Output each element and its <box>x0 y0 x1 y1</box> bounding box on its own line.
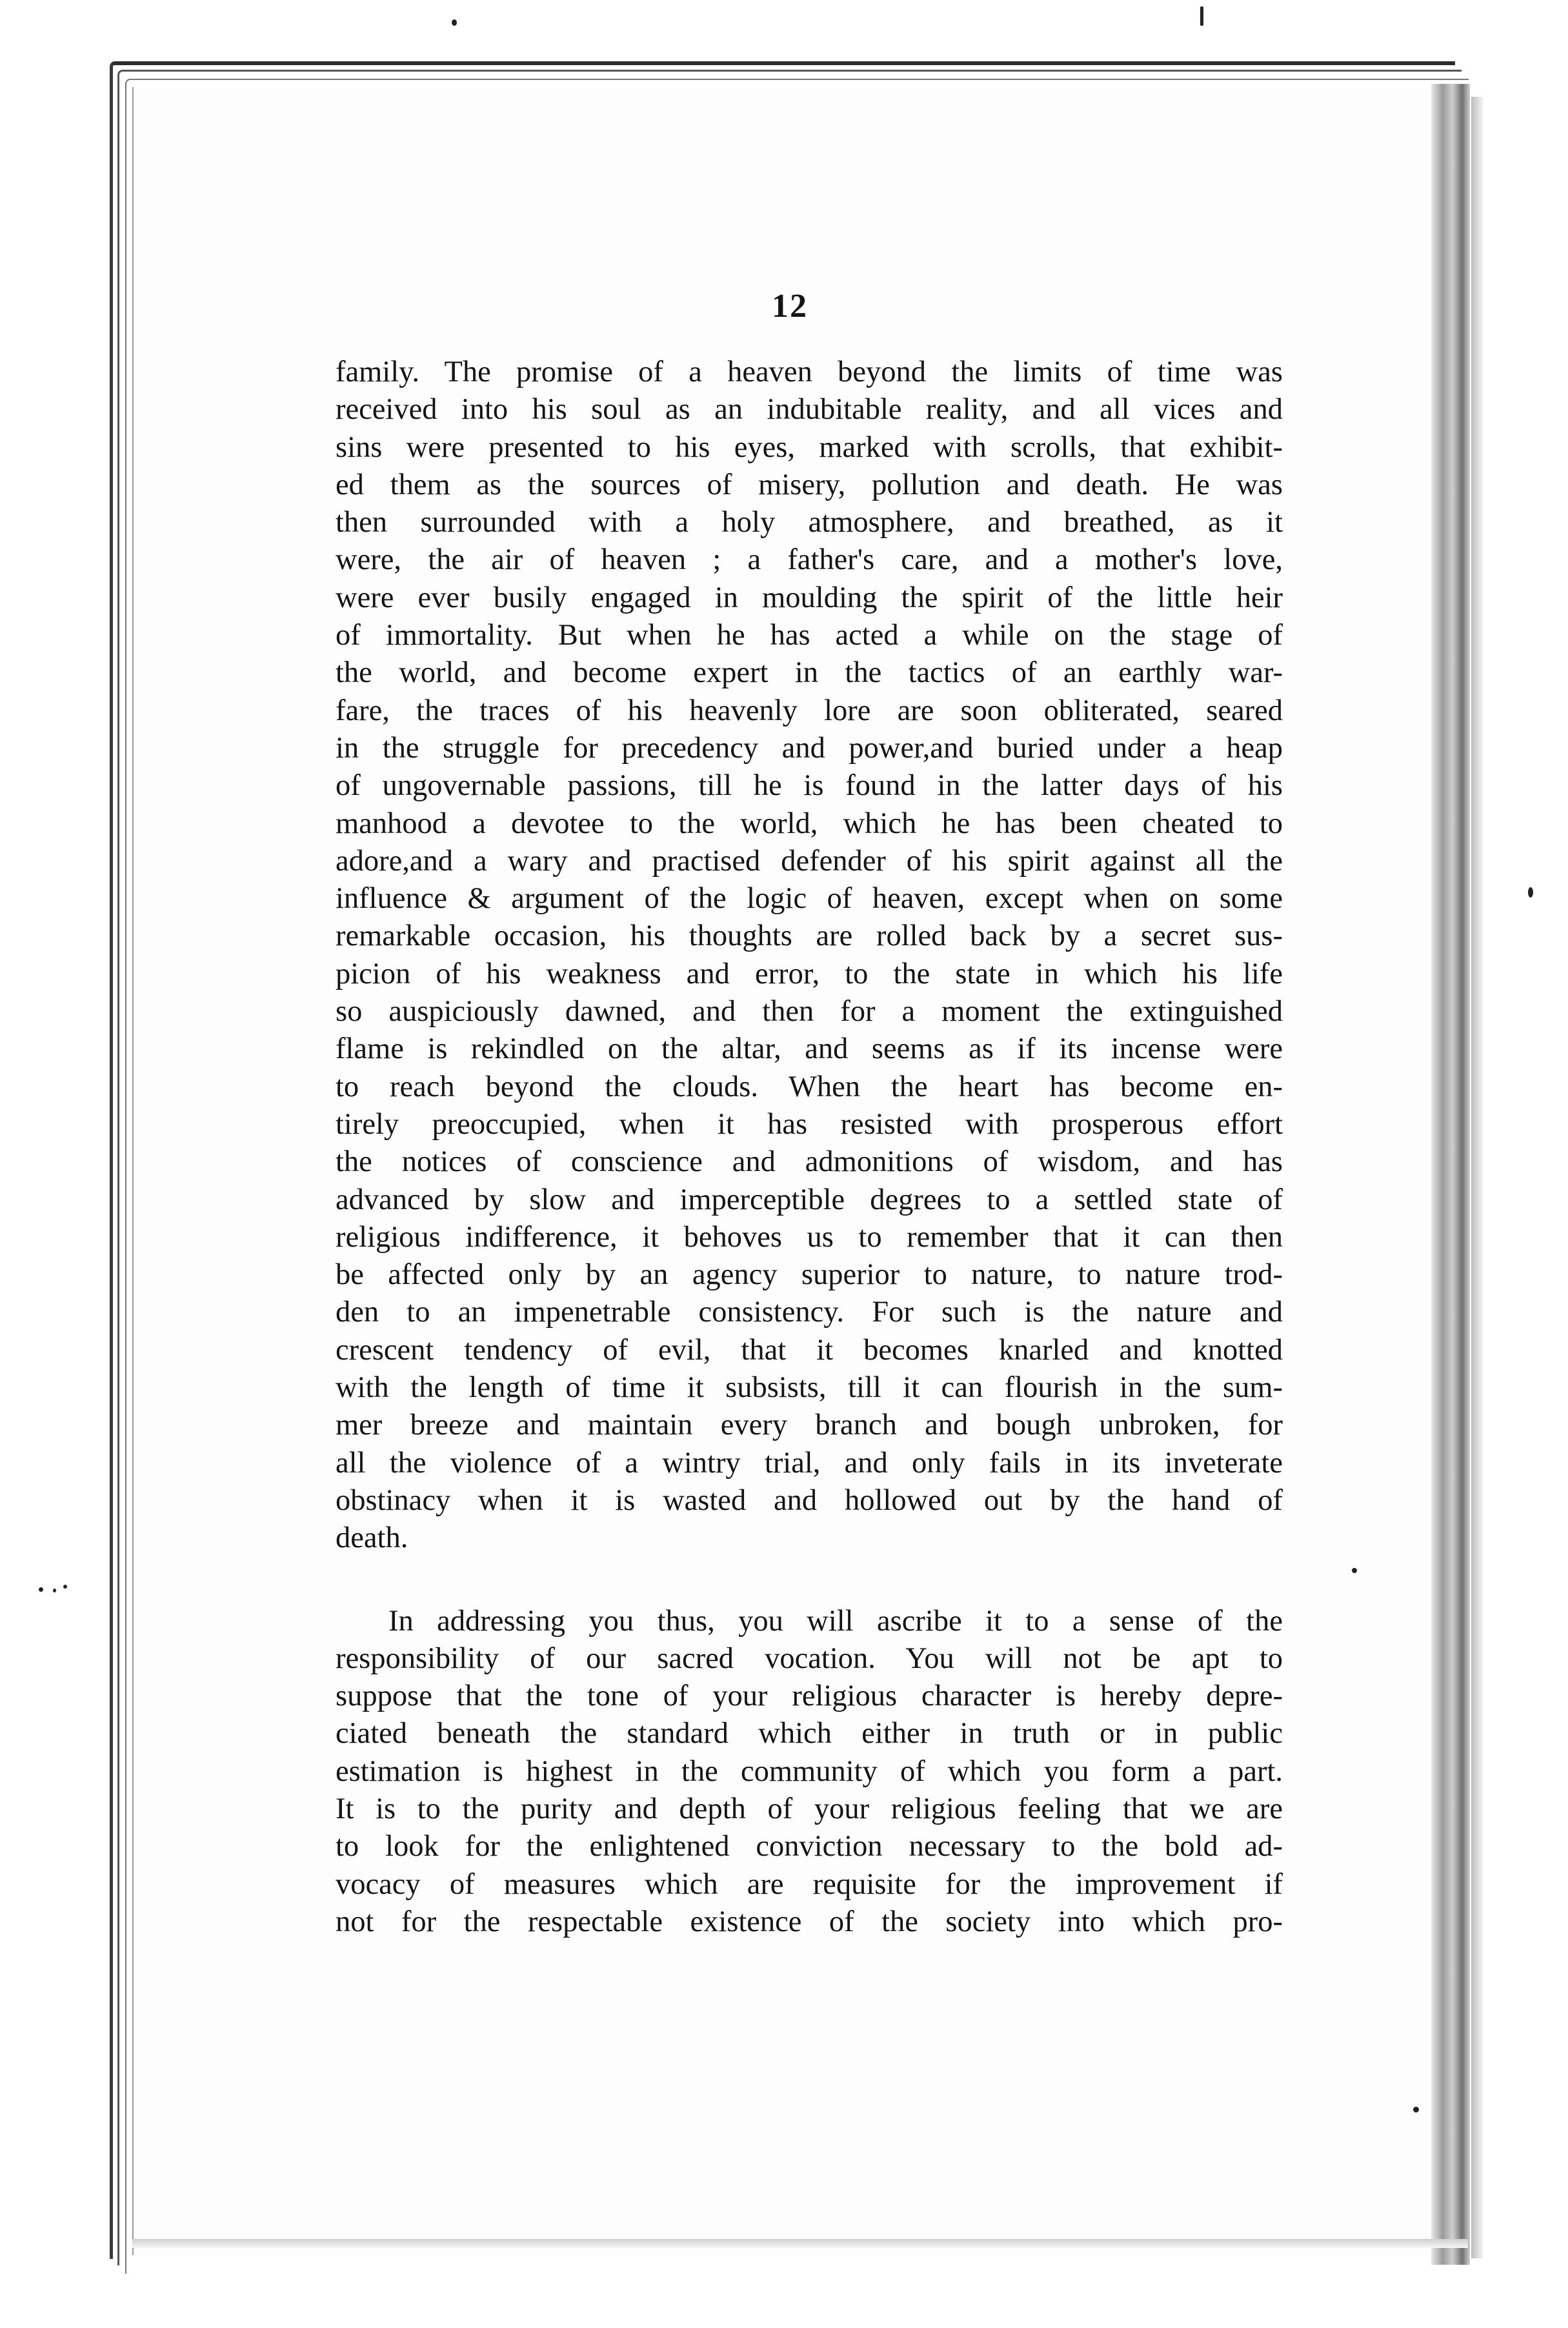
text-line: then surrounded with a holy atmosphere, and breathed, as it <box>336 506 1283 539</box>
text-line: religious indifference, it behoves us to remember that it can then <box>336 1220 1283 1254</box>
text-line: manhood a devotee to the world, which he has been cheated to <box>336 807 1283 840</box>
text-line: advanced by slow and imperceptible degrees to a settled state of <box>336 1183 1283 1216</box>
text-line: ciated beneath the standard which either in truth or in public <box>336 1717 1283 1751</box>
text-line: mer breeze and maintain every branch and bough unbroken, for <box>336 1409 1283 1442</box>
text-line: In addressing you thus, you will ascribe it to a sense of the <box>388 1604 1283 1638</box>
text-line: responsibility of our sacred vocation. You will not be apt to <box>336 1641 1283 1675</box>
text-line: sins were presented to his eyes, marked with scrolls, that exhibit- <box>336 430 1283 464</box>
text-line: so auspiciously dawned, and then for a moment the extinguished <box>336 995 1283 1029</box>
text-line: of immortality. But when he has acted a while on the stage of <box>336 619 1283 652</box>
paragraph <box>336 1603 1283 1942</box>
text-line: were ever busily engaged in moulding the spirit of the little heir <box>336 581 1283 614</box>
text-line: be affected only by an agency superior to nature, to nature trod- <box>336 1258 1283 1292</box>
text-line: in the struggle for precedency and power,and buried under a heap <box>336 731 1283 765</box>
text-line: fare, the traces of his heavenly lore are soon obliterated, seared <box>336 694 1283 727</box>
text-line: of ungovernable passions, till he is found in the latter days of his <box>336 769 1283 803</box>
text-line: obstinacy when it is wasted and hollowed out by the hand of <box>336 1483 1283 1517</box>
scan-speck <box>452 19 457 26</box>
scan-speck <box>53 1589 56 1592</box>
book-spine-edge <box>1431 84 1470 2265</box>
text-line: picion of his weakness and error, to the state in which his life <box>336 957 1283 990</box>
text-line: influence & argument of the logic of heaven, except when on some <box>336 882 1283 916</box>
text-line: ed them as the sources of misery, pollution and death. He was <box>336 468 1283 501</box>
text-line: estimation is highest in the community of which you form a part. <box>336 1754 1283 1788</box>
scan-speck <box>1528 887 1533 898</box>
text-line: with the length of time it subsists, till it can flourish in the sum- <box>336 1371 1283 1405</box>
text-line: all the violence of a wintry trial, and only fails in its inveterate <box>336 1446 1283 1480</box>
text-line: received into his soul as an indubitable reality, and all vices and <box>336 393 1283 426</box>
text-line: flame is rekindled on the altar, and seems as if its incense were <box>336 1032 1283 1066</box>
text-line: It is to the purity and depth of your religious feeling that we are <box>336 1792 1283 1825</box>
book-spine-edge <box>1471 97 1483 2258</box>
text-line: family. The promise of a heaven beyond the limits of time was <box>336 356 1283 388</box>
page-number: 12 <box>772 288 808 325</box>
scan-speck <box>1413 2107 1419 2112</box>
text-line: remarkable occasion, his thoughts are rolled back by a secret sus- <box>336 919 1283 953</box>
text-line: tirely preoccupied, when it has resisted with prosperous effort <box>336 1107 1283 1141</box>
scan-speck <box>1200 6 1203 26</box>
text-line: not for the respectable existence of the society into which pro- <box>336 1905 1283 1938</box>
scan-speck <box>39 1587 43 1592</box>
text-line: the notices of conscience and admonitions of wisdom, and has <box>336 1145 1283 1179</box>
paragraph <box>336 354 1283 1558</box>
text-line: death. <box>336 1521 408 1555</box>
text-line: to look for the enlightened conviction necessary to the bold ad- <box>336 1830 1283 1863</box>
scan-speck <box>1352 1568 1357 1573</box>
text-line: to reach beyond the clouds. When the heart has become en- <box>336 1070 1283 1103</box>
body-text <box>336 354 1283 1941</box>
text-line: adore,and a wary and practised defender of his spirit against all the <box>336 844 1283 878</box>
text-line: suppose that the tone of your religious character is hereby depre- <box>336 1680 1283 1713</box>
text-line: were, the air of heaven ; a father's care, and a mother's love, <box>336 543 1283 577</box>
paragraph-break <box>336 1558 1283 1603</box>
text-line: vocacy of measures which are requisite for the improvement if <box>336 1867 1283 1901</box>
page-bottom-edge <box>132 2239 1468 2248</box>
text-line: the world, and become expert in the tactics of an earthly war- <box>336 656 1283 690</box>
text-line: crescent tendency of evil, that it becomes knarled and knotted <box>336 1333 1283 1367</box>
scan-speck <box>63 1585 67 1589</box>
text-line: den to an impenetrable consistency. For such is the nature and <box>336 1296 1283 1329</box>
